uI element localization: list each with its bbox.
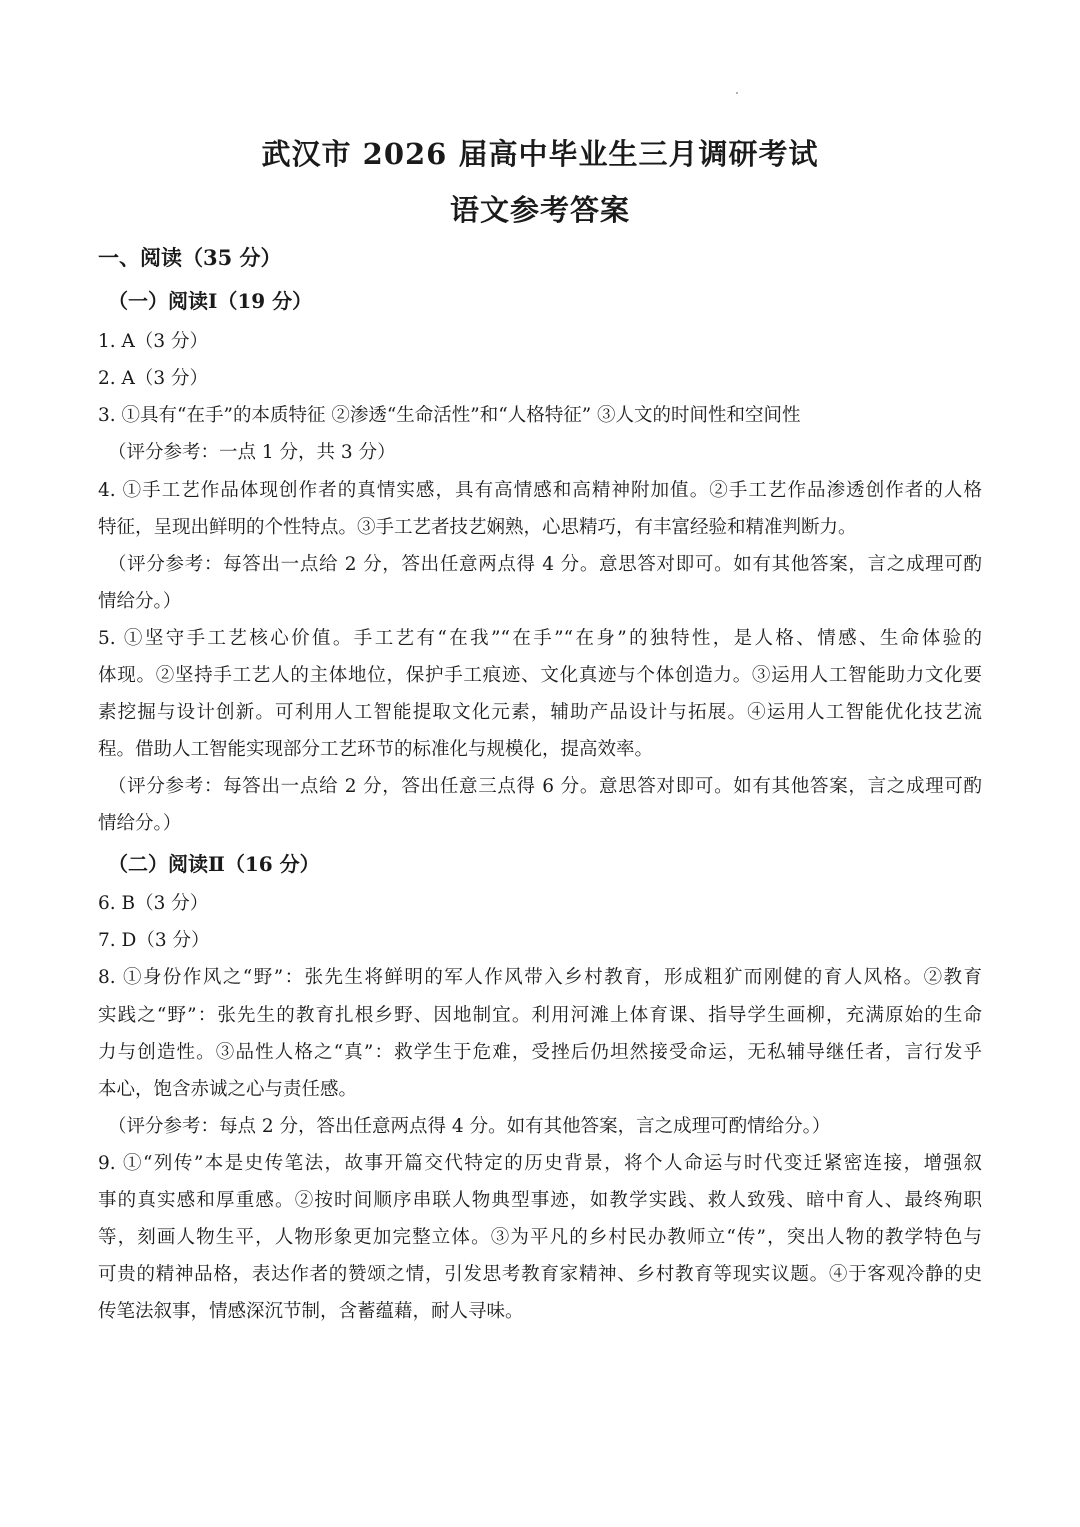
answer-line: 等，刻画人物生平，人物形象更加完整立体。③为平凡的乡村民办教师立“传”，突出人物的教学特色与	[98, 1227, 982, 1248]
scoring-note: （评分参考：一点 1 分，共 3 分）	[108, 442, 396, 463]
answer-line: 6. B（3 分）	[98, 893, 209, 914]
answer-line: 本心，饱含赤诚之心与责任感。	[98, 1079, 358, 1100]
scoring-note: 情给分。）	[98, 813, 182, 834]
scoring-note: （评分参考：每答出一点给 2 分，答出任意三点得 6 分。意思答对即可。如有其他答案，言之成理可酌	[108, 776, 982, 797]
scoring-note: 情给分。）	[98, 591, 182, 612]
answer-line: 传笔法叙事，情感深沉节制，含蓄蕴藉，耐人寻味。	[98, 1301, 524, 1322]
scan-speck	[736, 92, 738, 94]
answer-line: 特征，呈现出鲜明的个性特点。③手工艺者技艺娴熟，心思精巧，有丰富经验和精准判断力。	[98, 517, 857, 538]
answer-line: 可贵的精神品格，表达作者的赞颂之情，引发思考教育家精神、乡村教育等现实议题。④于客观冷静的史	[98, 1264, 982, 1285]
answer-line: 2. A（3 分）	[98, 368, 209, 389]
document-title: 武汉市 2026 届高中毕业生三月调研考试	[261, 137, 819, 171]
part-heading-reading-1: （一）阅读Ⅰ（19 分）	[108, 289, 313, 313]
answer-line: 1. A（3 分）	[98, 331, 209, 352]
answer-line: 8. ①身份作风之“野”：张先生将鲜明的军人作风带入乡村教育，形成粗犷而刚健的育人风格。②教育	[98, 967, 982, 988]
answer-line: 体现。②坚持手工艺人的主体地位，保护手工痕迹、文化真迹与个体创造力。③运用人工智能助力文化要	[98, 665, 982, 686]
answer-line: 素挖掘与设计创新。可利用人工智能提取文化元素，辅助产品设计与拓展。④运用人工智能优化技艺流	[98, 702, 982, 723]
answer-line: 4. ①手工艺作品体现创作者的真情实感，具有高情感和高精神附加值。②手工艺作品渗透创作者的人格	[98, 480, 982, 501]
part-heading-reading-2: （二）阅读Ⅱ（16 分）	[108, 852, 320, 876]
answer-line: 3. ①具有“在手”的本质特征 ②渗透“生命活性”和“人格特征” ③人文的时间性和空间性	[98, 405, 801, 426]
answer-line: 力与创造性。③品性人格之“真”：救学生于危难，受挫后仍坦然接受命运，无私辅导继任者，言行发乎	[98, 1042, 982, 1063]
document-subtitle: 语文参考答案	[449, 193, 630, 227]
answer-line: 实践之“野”：张先生的教育扎根乡野、因地制宜。利用河滩上体育课、指导学生画柳，充满原始的生命	[98, 1005, 982, 1026]
scoring-note: （评分参考：每答出一点给 2 分，答出任意两点得 4 分。意思答对即可。如有其他答案，言之成理可酌	[108, 554, 982, 575]
scoring-note: （评分参考：每点 2 分，答出任意两点得 4 分。如有其他答案，言之成理可酌情给分。）	[108, 1116, 831, 1137]
answer-line: 9. ①“列传”本是史传笔法，故事开篇交代特定的历史背景，将个人命运与时代变迁紧密连接，增强叙	[98, 1153, 982, 1174]
answer-line: 事的真实感和厚重感。②按时间顺序串联人物典型事迹，如教学实践、救人致残、暗中育人、最终殉职	[98, 1190, 982, 1211]
section-heading-reading: 一、阅读（35 分）	[98, 245, 282, 270]
answer-line: 5. ①坚守手工艺核心价值。手工艺有“在我”“在手”“在身”的独特性，是人格、情感、生命体验的	[98, 628, 982, 649]
answer-line: 7. D（3 分）	[98, 930, 210, 951]
answer-line: 程。借助人工智能实现部分工艺环节的标准化与规模化，提高效率。	[98, 739, 654, 760]
